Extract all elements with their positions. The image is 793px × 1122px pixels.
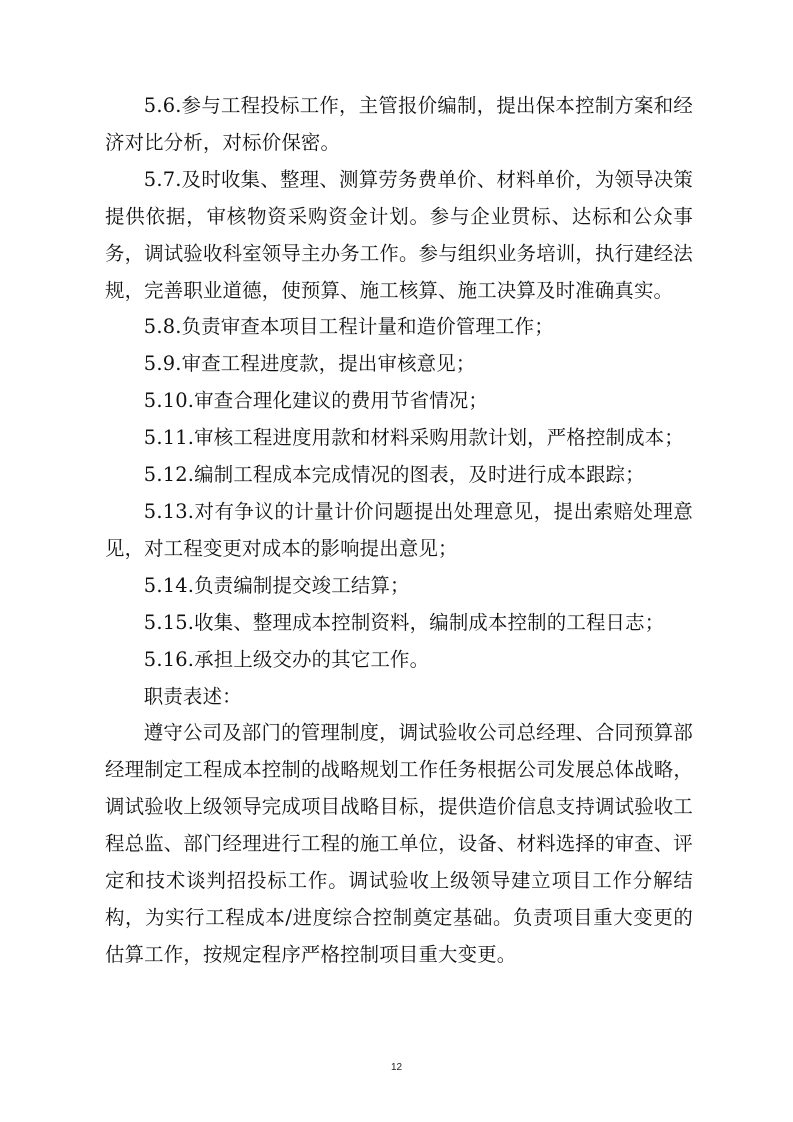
paragraph-5-14: 5.14.负责编制提交竣工结算； [143,573,410,597]
section-heading-duty-description: 职责表述： [143,684,242,708]
paragraph-5-16: 5.16.承担上级交办的其它工作。 [143,647,430,671]
paragraph-5-15: 5.15.收集、整理成本控制资料，编制成本控制的工程日志； [143,610,665,634]
paragraph-5-13: 5.13.对有争议的计量计价问题提出处理意见，提出索赔处理意见，对工程变更对成本的影响提出意见； [105,499,693,560]
paragraph-5-12: 5.12.编制工程成本完成情况的图表，及时进行成本跟踪； [143,463,645,487]
paragraph-5-11: 5.11.审核工程进度用款和材料采购用款计划，严格控制成本； [143,426,684,450]
paragraph-5-10: 5.10.审查合理化建议的费用节省情况； [143,389,488,413]
paragraph-duty-description: 遵守公司及部门的管理制度，调试验收公司总经理、合同预算部经理制定工程成本控制的战略规划工作任务根据公司发展总体战略，调试验收上级领导完成项目战略目标，提供造价信息支持调试验收工程总监、部门经理进行工程的施工单位，设备、材料选择的审查、评定和技术谈判招投标工作。调试验收上级领导建立项目工作分解结构，为实行工程成本/进度综合控制奠定基础。负责项目重大变更的估算工作，按规定程序严格控制项目重大变更。 [105,721,693,966]
page-number: 12 [390,1062,403,1073]
paragraph-5-8: 5.8.负责审查本项目工程计量和造价管理工作； [143,315,554,339]
paragraph-5-7: 5.7.及时收集、整理、测算劳务费单价、材料单价，为领导决策提供依据，审核物资采购资金计划。参与企业贯标、达标和公众事务，调试验收科室领导主办务工作。参与组织业务培训，执行建经法规，完善职业道德，使预算、施工核算、施工决算及时准确真实。 [105,167,693,302]
paragraph-5-6: 5.6.参与工程投标工作，主管报价编制，提出保本控制方案和经济对比分析，对标价保密。 [105,94,693,154]
paragraph-5-9: 5.9.审查工程进度款，提出审核意见； [143,352,476,376]
document-body [105,88,693,974]
